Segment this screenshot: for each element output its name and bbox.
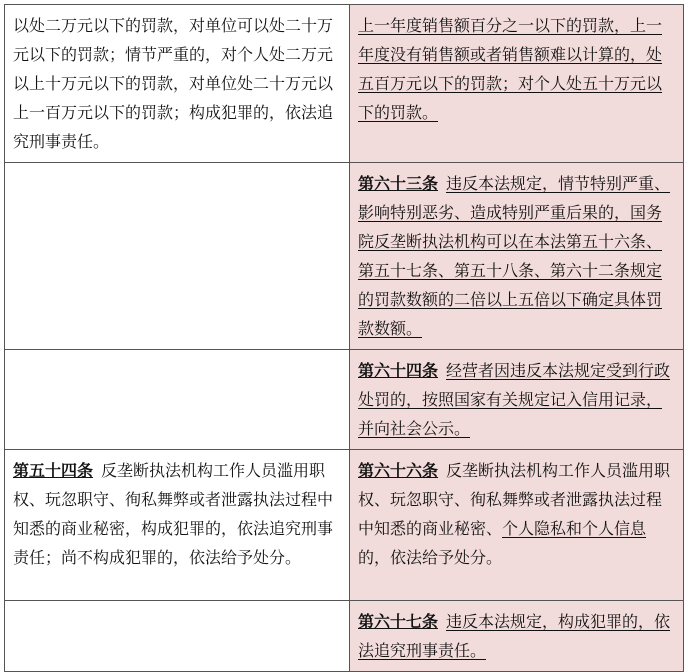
cell-text: 违反本法规定，构成犯罪的，依法追究刑事责任。 [358, 612, 671, 660]
cell-text: 上一年度销售额百分之一以下的罚款，上一年度没有销售额或者销售额难以计算的，处五百万元以下的罚款；对个人处五十万元以下的罚款。 [358, 16, 663, 122]
law-comparison-table [4, 4, 684, 672]
new-law-cell [350, 5, 684, 163]
cell-text: 以处二万元以下的罚款，对单位可以处二十万元以下的罚款；情节严重的，对个人处二万元以上十万元以下的罚款，对单位处二十万元以上一百万元以下的罚款；构成犯罪的，依法追究刑事责任。 [13, 16, 334, 151]
old-law-cell [5, 450, 350, 601]
new-law-cell [350, 350, 684, 450]
article-number: 第六十七条 [358, 612, 439, 631]
table-row [5, 450, 684, 601]
old-law-cell-empty [5, 163, 350, 350]
table-row [5, 601, 684, 672]
cell-text-underlined: 个人隐私和个人信息 [502, 519, 647, 538]
article-number: 第五十四条 [13, 461, 94, 480]
article-number: 第六十四条 [358, 361, 439, 380]
article-number: 第六十三条 [358, 174, 439, 193]
new-law-cell [350, 163, 684, 350]
old-law-cell [5, 5, 350, 163]
new-law-cell [350, 450, 684, 601]
article-number: 第六十六条 [358, 461, 439, 480]
old-law-cell-empty [5, 601, 350, 672]
cell-text: 违反本法规定，情节特别严重、影响特别恶劣、造成特别严重后果的，国务院反垄断执法机构可以在本法第五十六条、第五十七条、第五十八条、第六十二条规定的罚款数额的二倍以上五倍以下确定具体罚款数额。 [358, 174, 671, 338]
table-row [5, 350, 684, 450]
table-row [5, 163, 684, 350]
cell-text: 反垄断执法机构工作人员滥用职权、玩忽职守、徇私舞弊或者泄露执法过程中知悉的商业秘密，构成犯罪的，依法追究刑事责任；尚不构成犯罪的，依法给予处分。 [13, 461, 334, 567]
new-law-cell [350, 601, 684, 672]
cell-text: 反垄断执法机构工作人员滥用职权、玩忽职守、徇私舞弊或者泄露执法过程中知悉的商业秘密、 [358, 461, 671, 538]
cell-text: 经营者因违反本法规定受到行政处罚的，按照国家有关规定记入信用记录，并向社会公示。 [358, 361, 671, 438]
cell-text: 的，依法给予处分。 [358, 548, 503, 567]
table-row [5, 5, 684, 163]
old-law-cell-empty [5, 350, 350, 450]
